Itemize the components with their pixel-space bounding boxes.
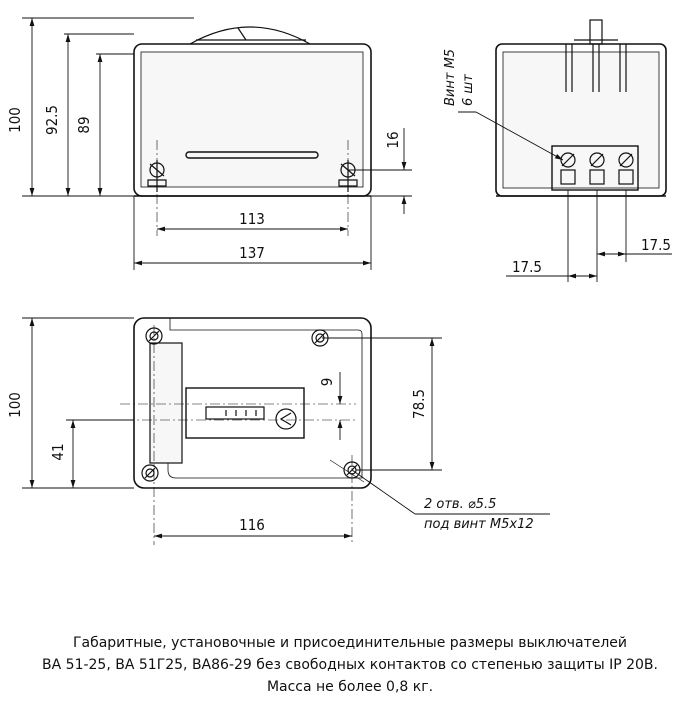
side-screw-note-line1: Винт М5: [443, 48, 458, 106]
caption-line-2: ВА 51-25, ВА 51Г25, ВА86-29 без свободных контактов со степенью защиты IP 20В.: [42, 657, 658, 673]
dim-bottom-height-100: 100: [6, 392, 24, 418]
dim-front-height-92-5: 92.5: [43, 104, 61, 136]
bottom-switch-indicator: [276, 409, 296, 429]
dim-front-height-89: 89: [75, 116, 93, 134]
dim-bottom-78-5: 78.5: [410, 388, 428, 420]
dim-bottom-9: 9: [318, 377, 336, 387]
dim-bottom-width-116: 116: [239, 516, 265, 534]
dim-bottom-height-41: 41: [49, 443, 67, 461]
bottom-switch-window: [186, 388, 304, 438]
caption-line-3: Масса не более 0,8 кг.: [266, 679, 434, 695]
bottom-view: [120, 318, 371, 545]
caption-line-1: Габаритные, установочные и присоединительные размеры выключателей: [72, 635, 628, 651]
bottom-hole-note-line1: 2 отв. ⌀5.5: [424, 497, 497, 512]
front-handle: [190, 27, 310, 44]
dim-side-pitch-left: 17.5: [511, 258, 543, 276]
bottom-side-panel: [150, 343, 182, 463]
dim-front-width-113: 113: [239, 210, 265, 228]
mount-hole-bottom-left: [142, 465, 158, 481]
side-view: [496, 20, 666, 196]
bottom-hole-note-line2: под винт М5х12: [424, 517, 534, 532]
front-view: [134, 27, 371, 236]
figure-caption: [0, 632, 700, 698]
dim-side-pitch-right: 17.5: [640, 236, 672, 254]
dim-front-offset-16: 16: [384, 131, 402, 149]
side-screw-note-line2: 6 шт: [461, 74, 476, 106]
dim-front-height-100: 100: [6, 107, 24, 133]
front-face-panel: [141, 52, 363, 187]
dim-front-width-137: 137: [239, 244, 265, 262]
